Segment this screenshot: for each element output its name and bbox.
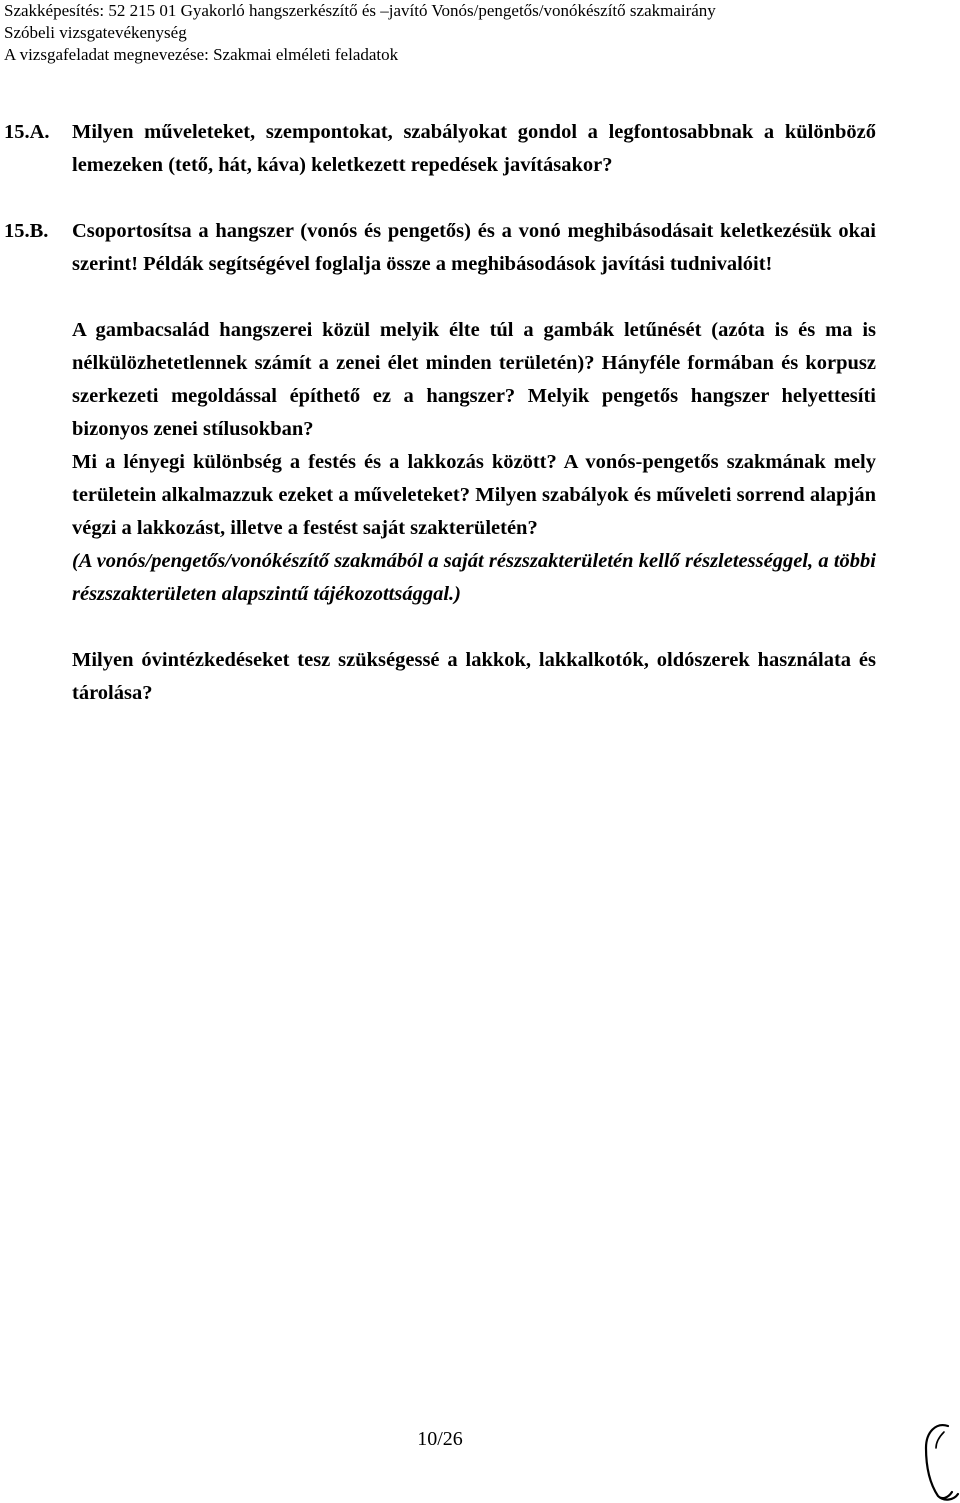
task-b-gamba-question: A gambacsalád hangszerei közül melyik élte túl a gambák letűnését (azóta is és ma is nélkülözhetetlennek számít a zenei élet minden területén)? Hányféle formában és korpusz szerkezeti megoldással építhető ez a hangszer? Melyik pengetős hangszer helyettesíti bizonyos zenei stílusokban? — [72, 319, 876, 440]
task-b-note: (A vonós/pengetős/vonókészítő szakmából a saját részszakterületén kellő részletességgel, a többi részszakterületen alapszintű tájékozottsággal.) — [72, 550, 876, 605]
task-a-number: 15.A. — [4, 121, 50, 143]
task-b-varnish-question: Mi a lényegi különbség a festés és a lakkozás között? A vonós-pengetős szakmának mely területein alkalmazzuk ezeket a műveleteket? Milyen szabályok és műveleti sorrend alapján végzi a lakkozást, illetve a festést saját szakterületén? — [72, 451, 876, 539]
header-qualification: Szakképesítés: 52 215 01 Gyakorló hangszerkészítő és –javító Vonós/pengetős/vonókészítő szakmairány — [4, 1, 716, 20]
document-header — [4, 0, 716, 66]
task-b-text: Csoportosítsa a hangszer (vonós és pengetős) és a vonó meghibásodásait keletkezésük okai szerint! Példák segítségével foglalja össze a meghibásodások javítási tudnivalóit! — [72, 220, 876, 275]
signature-mark — [914, 1418, 960, 1503]
task-a-text: Milyen műveleteket, szempontokat, szabályokat gondol a legfontosabbnak a különböző lemezeken (tető, hát, káva) keletkezett repedések javításakor? — [72, 121, 876, 176]
header-exam-activity: Szóbeli vizsgatevékenység — [4, 23, 187, 42]
task-b-number: 15.B. — [4, 220, 49, 242]
page-number: 10/26 — [417, 1428, 463, 1450]
task-b-safety-question: Milyen óvintézkedéseket tesz szükségessé a lakkok, lakkalkotók, oldószerek használata és tárolása? — [72, 649, 876, 704]
header-task-name: A vizsgafeladat megnevezése: Szakmai elméleti feladatok — [4, 45, 399, 64]
task-b-body — [72, 314, 876, 611]
